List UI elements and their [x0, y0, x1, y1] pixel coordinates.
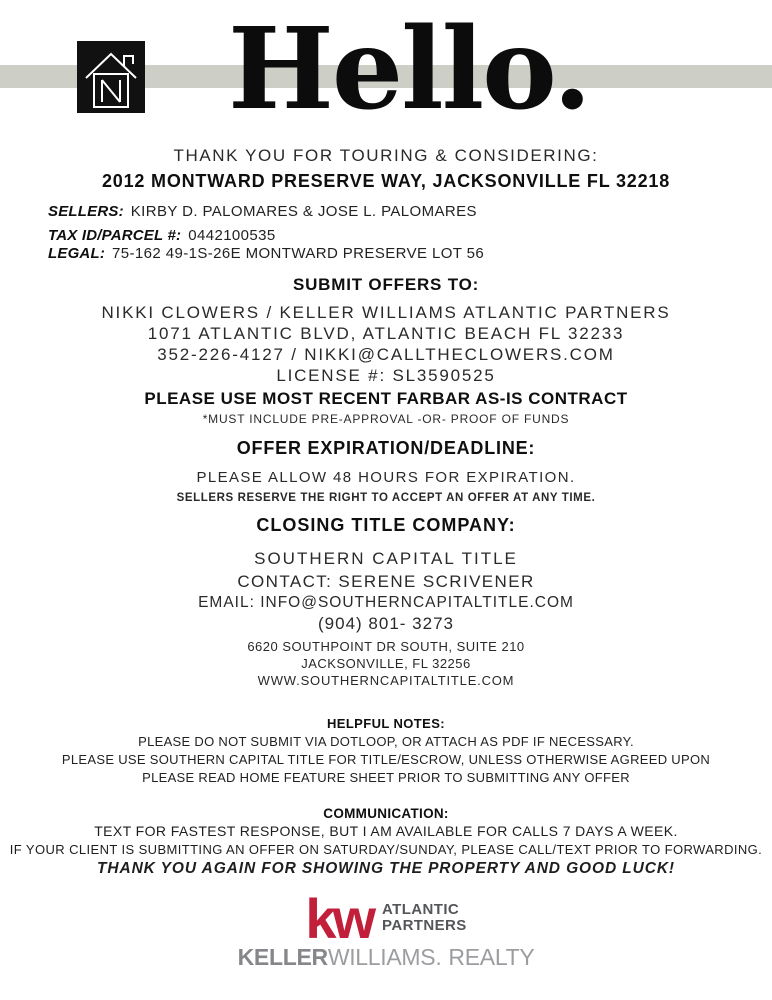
- tax-id-line: [48, 227, 276, 244]
- sellers-line: [48, 203, 477, 220]
- helpful-note-2: PLEASE USE SOUTHERN CAPITAL TITLE FOR TITLE/ESCROW, UNLESS OTHERWISE AGREED UPON: [61, 752, 711, 767]
- kw-team-line-1: ATLANTIC: [382, 901, 460, 918]
- legal-label: LEGAL:: [48, 245, 106, 262]
- thank-you-line: THANK YOU FOR TOURING & CONSIDERING:: [173, 146, 599, 165]
- expiration-heading: OFFER EXPIRATION/DEADLINE:: [236, 438, 536, 458]
- good-luck-line: THANK YOU AGAIN FOR SHOWING THE PROPERTY AND GOOD LUCK!: [97, 860, 675, 877]
- nc-house-logo-icon: [77, 41, 145, 113]
- kw-team-line-2: PARTNERS: [382, 917, 467, 934]
- submit-offers-heading: SUBMIT OFFERS TO:: [292, 275, 480, 294]
- communication-line-2: IF YOUR CLIENT IS SUBMITTING AN OFFER ON SATURDAY/SUNDAY, PLEASE CALL/TEXT PRIOR TO FORWARDING.: [9, 842, 763, 857]
- wordmark-realty: REALTY: [448, 944, 535, 970]
- sellers-value: KIRBY D. PALOMARES & JOSE L. PALOMARES: [130, 203, 477, 220]
- title-company-heading: CLOSING TITLE COMPANY:: [256, 515, 516, 535]
- proof-of-funds-note: *MUST INCLUDE PRE-APPROVAL -OR- PROOF OF FUNDS: [202, 412, 570, 426]
- legal-line: [48, 245, 484, 262]
- hello-headline: Hello.: [228, 4, 590, 135]
- tax-id-value: 0442100535: [188, 227, 276, 244]
- communication-line-1: TEXT FOR FASTEST RESPONSE, BUT I AM AVAILABLE FOR CALLS 7 DAYS A WEEK.: [94, 823, 678, 839]
- helpful-note-1: PLEASE DO NOT SUBMIT VIA DOTLOOP, OR ATTACH AS PDF IF NECESSARY.: [138, 734, 634, 749]
- wordmark-keller: KELLER: [237, 944, 328, 970]
- kw-logo-top: [305, 887, 467, 950]
- title-company-name: SOUTHERN CAPITAL TITLE: [254, 549, 518, 568]
- communication-heading: COMMUNICATION:: [323, 806, 449, 821]
- contract-note: PLEASE USE MOST RECENT FARBAR AS-IS CONTRACT: [144, 389, 628, 408]
- title-company-phone: (904) 801- 3273: [318, 614, 454, 633]
- legal-value: 75-162 49-1S-26E MONTWARD PRESERVE LOT 56: [112, 245, 485, 262]
- keller-williams-wordmark: [238, 945, 535, 969]
- title-company-website: WWW.SOUTHERNCAPITALTITLE.COM: [257, 673, 515, 688]
- title-company-email: EMAIL: INFO@SOUTHERNCAPITALTITLE.COM: [198, 594, 574, 611]
- title-company-contact: CONTACT: SERENE SCRIVENER: [237, 572, 535, 591]
- helpful-note-3: PLEASE READ HOME FEATURE SHEET PRIOR TO SUBMITTING ANY OFFER: [142, 770, 630, 785]
- agent-name-line: NIKKI CLOWERS / KELLER WILLIAMS ATLANTIC PARTNERS: [101, 303, 671, 322]
- keller-williams-logo: [0, 887, 772, 970]
- expiration-line-1: PLEASE ALLOW 48 HOURS FOR EXPIRATION.: [196, 469, 576, 486]
- property-address: 2012 MONTWARD PRESERVE WAY, JACKSONVILLE FL 32218: [101, 171, 671, 191]
- agent-license-line: LICENSE #: SL3590525: [276, 366, 496, 385]
- tax-id-label: TAX ID/PARCEL #:: [48, 227, 182, 244]
- kw-team-name: [382, 902, 467, 934]
- agent-address-line: 1071 ATLANTIC BLVD, ATLANTIC BEACH FL 32233: [147, 324, 625, 343]
- sellers-label: SELLERS:: [48, 203, 124, 220]
- agent-phone-email-line: 352-226-4127 / NIKKI@CALLTHECLOWERS.COM: [157, 345, 615, 364]
- kw-mark-icon: kw: [305, 887, 373, 950]
- wordmark-williams: WILLIAMS.: [327, 944, 442, 970]
- title-company-address-1: 6620 SOUTHPOINT DR SOUTH, SUITE 210: [247, 639, 525, 654]
- expiration-line-2: SELLERS RESERVE THE RIGHT TO ACCEPT AN OFFER AT ANY TIME.: [176, 492, 596, 504]
- title-company-address-2: JACKSONVILLE, FL 32256: [301, 656, 471, 671]
- helpful-notes-heading: HELPFUL NOTES:: [326, 716, 446, 731]
